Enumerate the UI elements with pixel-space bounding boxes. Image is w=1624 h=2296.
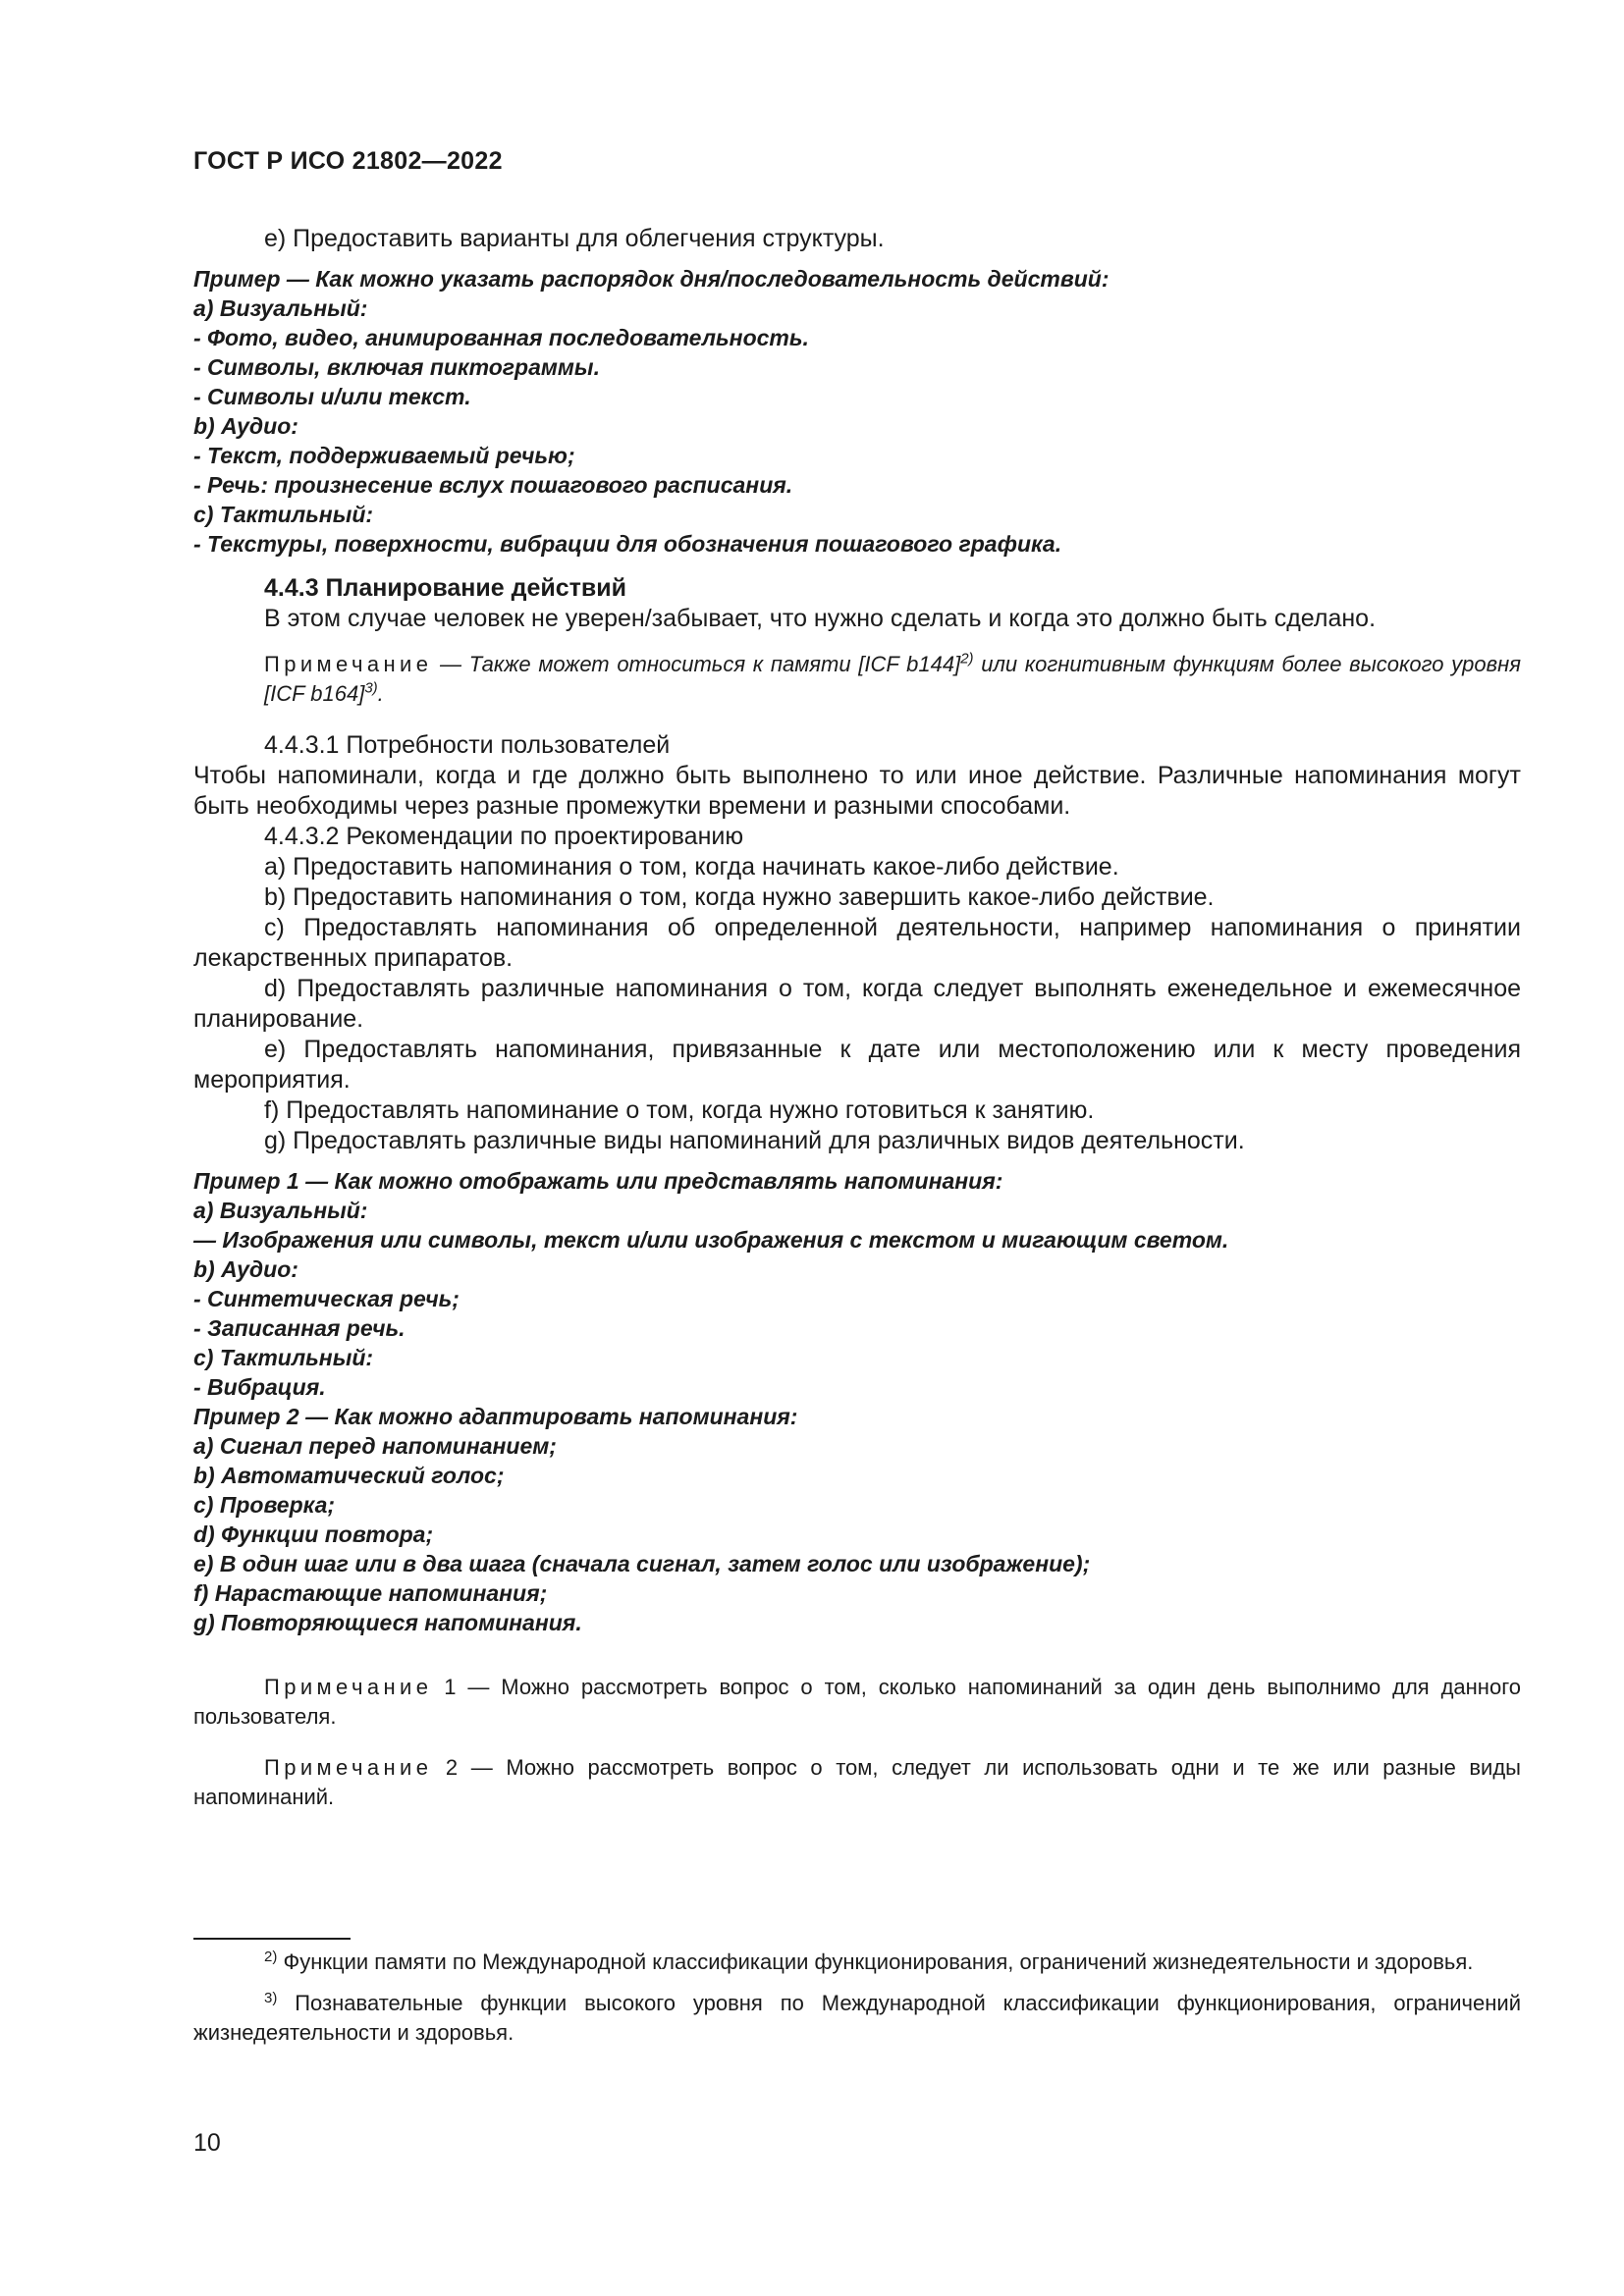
recommendation-item: a) Предоставить напоминания о том, когда начинать какое-либо действие. [264, 853, 1119, 881]
example-line: a) Сигнал перед напоминанием; [193, 1433, 557, 1459]
note-2 [193, 1753, 1521, 1812]
example-title: Пример 1 — Как можно отображать или представлять напоминания: [193, 1168, 1003, 1194]
recommendation-item: f) Предоставлять напоминание о том, когда нужно готовиться к занятию. [264, 1096, 1095, 1124]
example-line: c) Тактильный: [193, 1345, 374, 1370]
note-1 [193, 1673, 1521, 1732]
example-line: c) Проверка; [193, 1492, 336, 1518]
example-line: - Речь: произнесение вслух пошагового расписания. [193, 472, 793, 498]
example-line: e) В один шаг или в два шага (сначала сигнал, затем голос или изображение); [193, 1551, 1091, 1576]
recommendation-item: b) Предоставить напоминания о том, когда нужно завершить какое-либо действие. [264, 883, 1215, 911]
footnote [193, 1989, 1521, 2048]
example-line: - Вибрация. [193, 1374, 326, 1400]
example-line: g) Повторяющиеся напоминания. [193, 1610, 582, 1635]
example-1 [193, 1166, 1521, 1402]
recommendations-heading: 4.4.3.2 Рекомендации по проектированию [264, 823, 744, 850]
recommendation-item: e) Предоставлять напоминания, привязанные к дате или местоположению или к месту проведения мероприятия. [193, 1036, 1521, 1094]
example-line: - Символы, включая пиктограммы. [193, 354, 600, 380]
note-text: или когнитивным функциям более высокого уровня [ICF b164] [264, 652, 1521, 706]
example-line: - Символы и/или текст. [193, 384, 471, 409]
example-line: b) Аудио: [193, 1256, 298, 1282]
section-intro: В этом случае человек не уверен/забывает, что нужно сделать и когда это должно быть сделано. [264, 605, 1377, 632]
note-label: Примечание [264, 1755, 433, 1780]
example-line: a) Визуальный: [193, 295, 368, 321]
example-2 [193, 1402, 1521, 1637]
footnote-separator [193, 1938, 351, 1940]
needs-heading: 4.4.3.1 Потребности пользователей [264, 731, 671, 759]
example-line: - Текст, поддерживаемый речью; [193, 443, 575, 468]
recommendation-item: c) Предоставлять напоминания об определенной деятельности, например напоминания о принятии лекарственных припаратов. [193, 914, 1521, 972]
recommendation-item: g) Предоставлять различные виды напоминаний для различных видов деятельности. [264, 1127, 1245, 1154]
note-label: Примечание [264, 1675, 433, 1699]
example-line: - Фото, видео, анимированная последовательность. [193, 325, 809, 350]
example-line: c) Тактильный: [193, 502, 374, 527]
footnote-text: Познавательные функции высокого уровня по Международной классификации функционирования, ограничений жизнедеятельности и здоровья. [193, 1991, 1521, 2045]
example-line: d) Функции повтора; [193, 1522, 434, 1547]
footnote-mark: 2) [264, 1948, 278, 1965]
example-line: - Записанная речь. [193, 1315, 406, 1341]
footnote-ref: 2) [960, 650, 974, 667]
footnote-ref: 3) [364, 679, 378, 697]
example-title: Пример — Как можно указать распорядок дня/последовательность действий: [193, 266, 1110, 292]
item-e-structure: e) Предоставить варианты для облегчения структуры. [264, 225, 885, 252]
note-number: 1 [444, 1675, 457, 1699]
footnotes [193, 1948, 1521, 2059]
example-line: b) Аудио: [193, 413, 298, 439]
note-number: 2 [445, 1755, 459, 1780]
example-line: f) Нарастающие напоминания; [193, 1580, 548, 1606]
note-text: . [377, 681, 384, 706]
example-line: b) Автоматический голос; [193, 1463, 505, 1488]
footnote-text: Функции памяти по Международной классификации функционирования, ограничений жизнедеятельности и здоровья. [283, 1949, 1474, 1974]
note-text: — Можно рассмотреть вопрос о том, сколько напоминаний за один день выполнимо для данного пользователя. [193, 1675, 1521, 1729]
note-text: — Также может относиться к памяти [ICF b144] [440, 652, 961, 676]
footnote [193, 1948, 1521, 1977]
example-line: — Изображения или символы, текст и/или изображения с текстом и мигающим светом. [193, 1227, 1229, 1253]
example-line: - Текстуры, поверхности, вибрации для обозначения пошагового графика. [193, 531, 1062, 557]
example-line: - Синтетическая речь; [193, 1286, 460, 1311]
section-title: 4.4.3 Планирование действий [264, 574, 626, 602]
section-note [193, 650, 1521, 709]
note-text: — Можно рассмотреть вопрос о том, следует ли использовать одни и те же или разные виды напоминаний. [193, 1755, 1521, 1809]
example-title: Пример 2 — Как можно адаптировать напоминания: [193, 1404, 798, 1429]
document-header: ГОСТ Р ИСО 21802—2022 [193, 147, 503, 175]
document-body [193, 224, 1521, 1834]
example-line: a) Визуальный: [193, 1198, 368, 1223]
note-label: Примечание [264, 652, 433, 676]
footnote-mark: 3) [264, 1989, 278, 2006]
example-schedule [193, 264, 1521, 559]
page-number: 10 [193, 2129, 221, 2157]
needs-text: Чтобы напоминали, когда и где должно быть выполнено то или иное действие. Различные напоминания могут быть необходимы через разные промежутки времени и разными способами. [193, 762, 1521, 820]
recommendation-item: d) Предоставлять различные напоминания о том, когда следует выполнять еженедельное и ежемесячное планирование. [193, 975, 1521, 1033]
